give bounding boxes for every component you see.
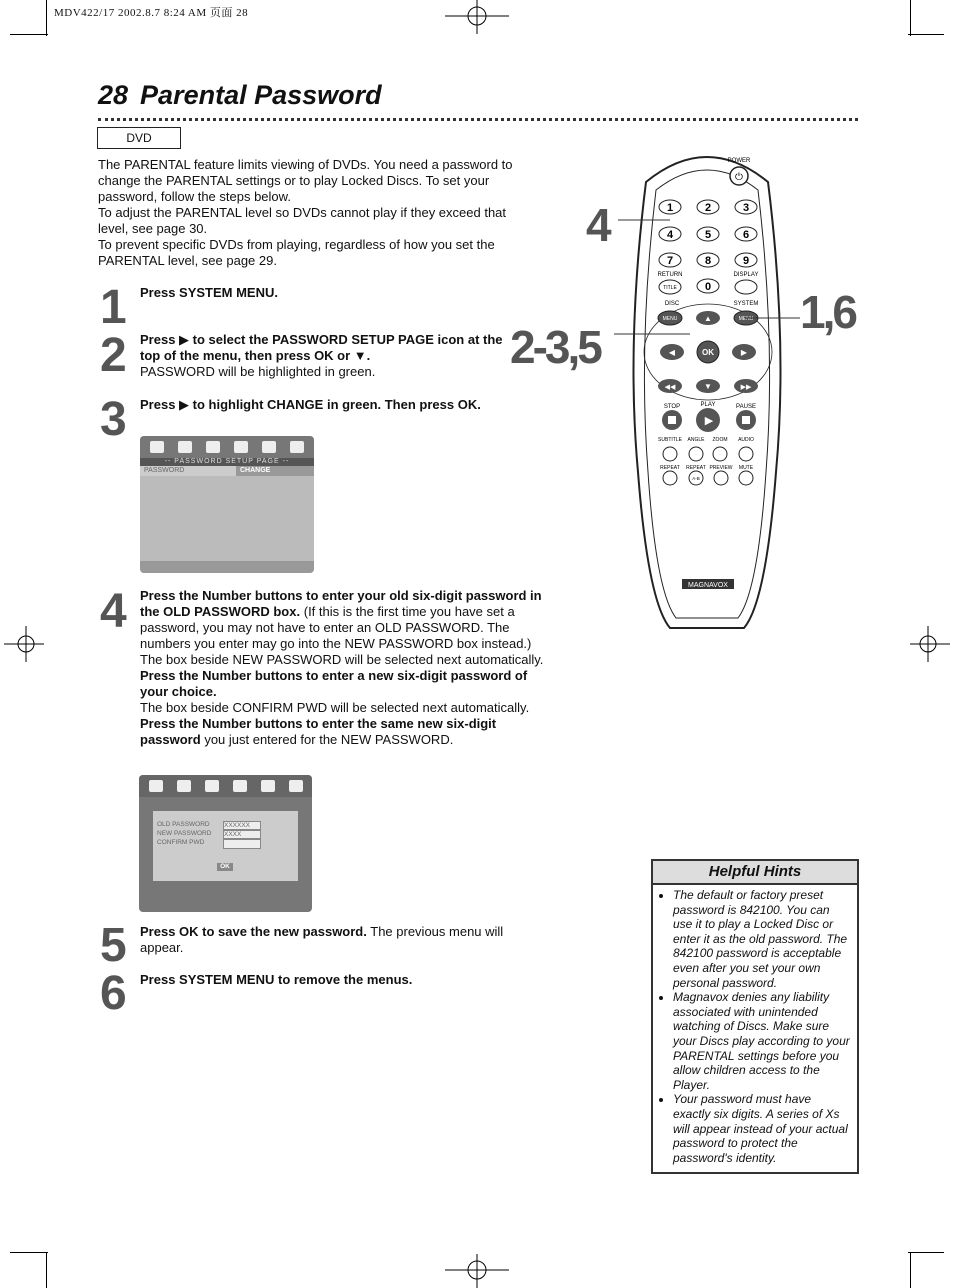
subtitle-button xyxy=(663,447,677,461)
digit-key-7: 7 xyxy=(666,255,674,267)
new-password-row xyxy=(153,830,298,839)
setup-icon-bar xyxy=(140,436,314,458)
crop-mark xyxy=(46,1252,47,1288)
callout-lines xyxy=(610,210,810,340)
new-password-label: NEW PASSWORD xyxy=(157,830,212,837)
subtitle-label: SUBTITLE xyxy=(658,437,682,443)
intro-text xyxy=(98,157,528,269)
preview-button xyxy=(714,471,728,485)
step-2-text xyxy=(140,332,510,380)
osd-page-title: -- PASSWORD SETUP PAGE -- xyxy=(140,458,314,466)
return-label: RETURN xyxy=(657,272,683,278)
power-label: POWER xyxy=(727,158,751,164)
osd-ok-button: OK xyxy=(217,863,233,871)
title-button-label: TITLE xyxy=(663,285,677,291)
hint-item: • The default or factory preset password is 842100. You can use it to play a Locked Disc or enter it as the old password. The 842100 password is acceptable even after you set your own personal password. xyxy=(673,888,851,990)
step-1-text xyxy=(140,285,540,301)
step-number: 2 xyxy=(100,329,125,382)
digit-key-4: 4 xyxy=(666,229,674,241)
disc-menu-label: MENU xyxy=(662,316,678,322)
password-setup-screen xyxy=(140,436,314,573)
repeat-label: REPEAT xyxy=(660,465,680,471)
pause-icon xyxy=(742,416,750,424)
stop-label: STOP xyxy=(663,404,681,410)
hint-item: • Magnavox denies any liability associated with unintended watching of Discs. Make sure your Discs play according to your PARENTAL settings before you allow children access to the Player. xyxy=(673,990,851,1092)
crop-mark xyxy=(910,1252,911,1288)
registration-mark xyxy=(445,1254,509,1288)
callout-1-6: 1,6 xyxy=(800,286,855,338)
preview-label: PREVIEW xyxy=(709,465,733,471)
digit-key-5: 5 xyxy=(704,229,712,241)
step-number: 1 xyxy=(100,281,125,334)
registration-mark xyxy=(4,626,44,662)
step-4-instruction: Press the Number buttons to enter your old six-digit password in the OLD PASSWORD box. xyxy=(140,588,542,619)
dvd-badge: DVD xyxy=(97,127,181,149)
confirm-password-row xyxy=(153,839,298,849)
new-password-field: XXXX xyxy=(223,830,261,839)
power-icon: ⏻ xyxy=(735,172,743,183)
registration-mark xyxy=(445,0,509,34)
step-3-text xyxy=(140,397,490,413)
step-number: 6 xyxy=(100,967,125,1020)
callout-2-3-5: 2-3,5 xyxy=(510,321,600,373)
dotted-divider xyxy=(98,118,858,121)
confirm-password-field xyxy=(223,839,261,849)
digit-key-8: 8 xyxy=(704,255,712,267)
next-icon: ▶▶ xyxy=(740,384,752,391)
down-arrow-icon: ▼ xyxy=(704,382,712,391)
step-2-note: PASSWORD will be highlighted in green. xyxy=(140,364,376,379)
old-password-row xyxy=(153,821,298,830)
audio-button xyxy=(739,447,753,461)
intro-paragraph: To adjust the PARENTAL level so DVDs cannot play if they exceed that level, see page 30. xyxy=(98,205,507,236)
repeat-ab-label: REPEAT xyxy=(686,465,706,471)
repeat-button xyxy=(663,471,677,485)
crop-mark xyxy=(10,34,48,35)
zoom-label: ZOOM xyxy=(712,437,728,443)
step-1-instruction: Press SYSTEM MENU. xyxy=(140,285,278,300)
hints-list xyxy=(653,888,857,1165)
osd-password-label: PASSWORD xyxy=(140,466,236,476)
print-header: MDV422/17 2002.8.7 8:24 AM 页面 28 xyxy=(54,7,249,19)
digit-key-3: 3 xyxy=(742,202,750,214)
step-3-instruction: Press ▶ to highlight CHANGE in green. Then press OK. xyxy=(140,397,481,412)
crop-mark xyxy=(910,0,911,36)
mute-label: MUTE xyxy=(738,465,754,471)
page-title xyxy=(98,80,394,111)
display-label: DISPLAY xyxy=(733,272,759,278)
play-icon: ▶ xyxy=(704,415,714,427)
step-5-text xyxy=(140,924,530,956)
page-heading: Parental Password xyxy=(140,80,382,110)
crop-mark xyxy=(10,1252,48,1253)
digit-key-1: 1 xyxy=(666,202,674,214)
osd-password-row xyxy=(140,466,314,476)
right-arrow-icon: ▶ xyxy=(740,348,748,357)
step-number: 4 xyxy=(100,585,125,638)
osd-footer xyxy=(140,561,314,573)
zoom-button xyxy=(713,447,727,461)
registration-mark xyxy=(910,626,950,662)
old-password-label: OLD PASSWORD xyxy=(157,821,210,828)
step-6-text xyxy=(140,972,530,988)
step-4-text xyxy=(140,588,550,748)
step-4-note: you just entered for the NEW PASSWORD. xyxy=(204,732,454,747)
up-arrow-icon: ▲ xyxy=(704,314,712,323)
step-4-instruction: Press the Number buttons to enter the same new six-digit password xyxy=(140,716,497,747)
mute-button xyxy=(739,471,753,485)
digit-key-2: 2 xyxy=(704,202,712,214)
step-6-instruction: Press SYSTEM MENU to remove the menus. xyxy=(140,972,413,987)
digit-key-6: 6 xyxy=(742,229,750,241)
digit-key-9: 9 xyxy=(742,255,750,267)
step-5-note: The previous menu will appear. xyxy=(140,924,504,955)
step-4-note: (If this is the first time you have set a password, you may not have to enter an OLD PASSWORD. The numbers you enter may go into the NEW PASSWORD box instead.) xyxy=(140,604,532,651)
osd-change-option: CHANGE xyxy=(236,466,314,476)
play-label: PLAY xyxy=(700,402,716,408)
callout-4: 4 xyxy=(586,199,609,251)
pause-label: PAUSE xyxy=(736,404,756,410)
angle-label: ANGLE xyxy=(687,437,705,443)
setup-icon-bar xyxy=(139,775,312,797)
intro-paragraph: To prevent specific DVDs from playing, regardless of how you set the PARENTAL level, see page 29. xyxy=(98,237,495,268)
step-4-note: The box beside CONFIRM PWD will be selected next automatically. xyxy=(140,700,530,715)
step-number: 3 xyxy=(100,393,125,446)
stop-icon xyxy=(668,416,676,424)
page-number: 28 xyxy=(98,80,129,110)
disc-label: DISC xyxy=(664,301,680,307)
helpful-hints-box xyxy=(651,859,859,1174)
step-2-instruction: Press ▶ to select the PASSWORD SETUP PAGE icon at the top of the menu, then press OK or ▼. xyxy=(140,332,503,363)
audio-label: AUDIO xyxy=(738,437,754,443)
step-5-instruction: Press OK to save the new password. xyxy=(140,924,367,939)
old-password-field: XXXXXX xyxy=(223,821,261,830)
crop-mark xyxy=(908,1252,944,1253)
hint-item: • Your password must have exactly six digits. A series of Xs will appear instead of your actual password to protect the password's identity. xyxy=(673,1092,851,1165)
confirm-password-label: CONFIRM PWD xyxy=(157,839,205,846)
hints-title: Helpful Hints xyxy=(653,861,857,885)
brand-label: MAGNAVOX xyxy=(688,582,728,589)
left-arrow-icon: ◀ xyxy=(668,348,676,357)
ok-label: OK xyxy=(702,348,714,357)
system-menu-label: MENU xyxy=(738,316,754,322)
intro-paragraph: The PARENTAL feature limits viewing of DVDs. You need a password to change the PARENTAL settings or to play Locked Discs. To set your password, follow the steps below. xyxy=(98,157,513,204)
crop-mark xyxy=(908,34,944,35)
step-4-note: The box beside NEW PASSWORD will be selected next automatically. xyxy=(140,652,544,667)
previous-icon: ◀◀ xyxy=(664,384,676,391)
password-dialog xyxy=(153,811,298,881)
digit-key-0: 0 xyxy=(704,281,712,293)
step-4-instruction: Press the Number buttons to enter a new six-digit password of your choice. xyxy=(140,668,528,699)
angle-button xyxy=(689,447,703,461)
crop-mark xyxy=(46,0,47,36)
step-number: 5 xyxy=(100,919,125,972)
password-entry-screen xyxy=(139,775,312,912)
ab-label: A-B xyxy=(692,476,700,481)
system-label: SYSTEM xyxy=(733,301,759,307)
